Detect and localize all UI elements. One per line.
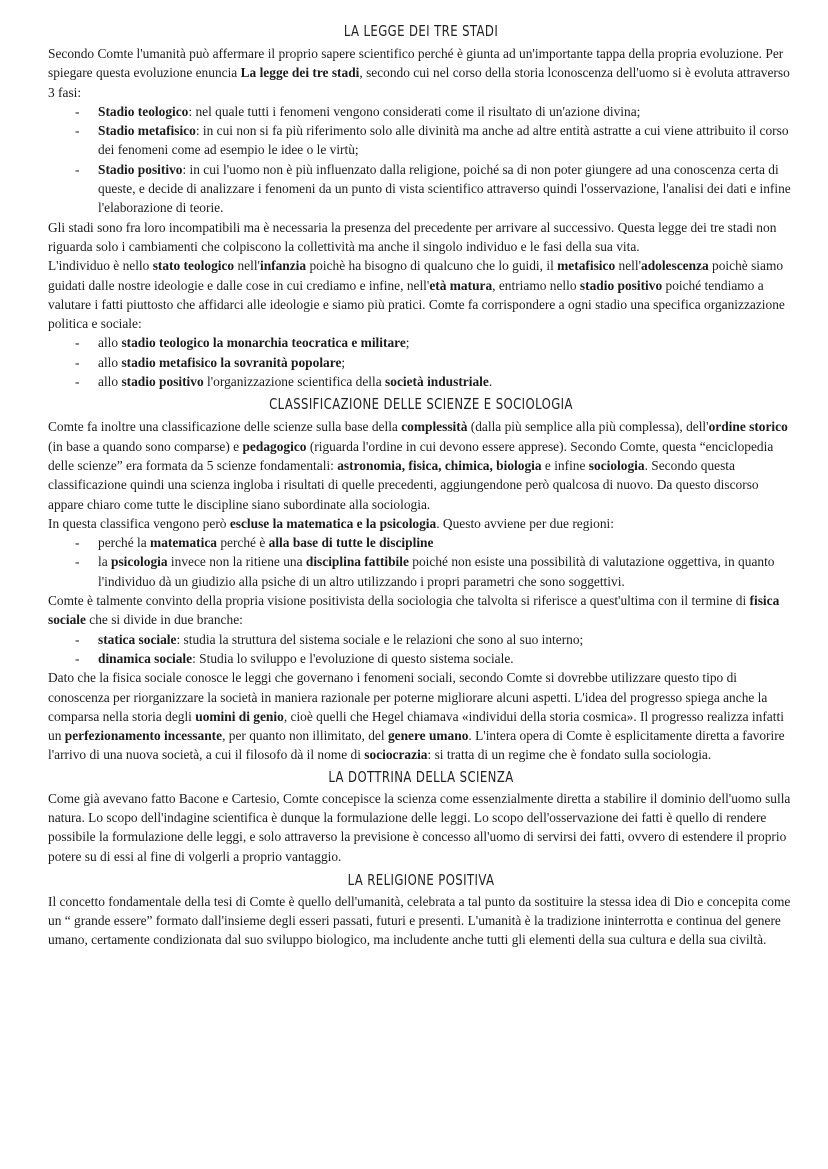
bold-text: sociologia xyxy=(588,457,645,473)
text-run: L'individuo è nello xyxy=(48,258,153,274)
text-run: Come già avevano fatto Bacone e Cartesio, Comte concepisce la scienza come essenzialmente diretta a stabilire il dominio dell'uomo sulla natura. Lo scopo dell'indagine scientifica è dunque la formulazione delle leggi. Lo scopo dell'osservazione dei fatti è quello di rendere possibile la formulazione delle leggi, e solo attraverso la previsione è concesso all'uomo di servirsi dei fatti, ovvero di estendere il proprio potere su di essi al fine di volgerli a proprio vantaggio. xyxy=(48,790,791,864)
text-run: : nel quale tutti i fenomeni vengono considerati come il risultato di un'azione divina; xyxy=(188,103,641,119)
text-run: allo xyxy=(98,335,122,351)
bold-text: escluse la matematica e la psicologia xyxy=(229,515,437,531)
paragraph xyxy=(48,591,794,630)
text-run: In questa classifica vengono però xyxy=(48,515,230,531)
text-run: : si tratta di un regime che è fondato sulla sociologia. xyxy=(427,747,712,763)
bold-text: pedagogico xyxy=(242,438,307,454)
text-run: Comte è talmente convinto della propria visione positivista della sociologia che talvolta si riferisce a quest'ultima con il termine di xyxy=(48,593,750,609)
fisica-sociale-list xyxy=(48,630,794,669)
text-run: Il concetto fondamentale della tesi di Comte è quello dell'umanità, celebrata a tal punto da sostituire la stessa idea di Dio e concepita come un “ grande essere” formato dall'insieme degli esseri passati, futuri e presenti. L'umanità è la tradizione ininterrotta e continua del genere umano, certamente condizionata dal suo sviluppo biologico, ma includente anche tutti gli elementi della sua cultura e della sua civiltà. xyxy=(48,893,791,948)
text-run: l'organizzazione scientifica della xyxy=(203,374,386,390)
bold-text: stato teologico xyxy=(152,258,235,274)
section-title-legge-tre-stadi: LA LEGGE DEI TRE STADI xyxy=(343,22,499,40)
escluse-list xyxy=(48,533,794,591)
text-run: (riguarda l'ordine in cui devono essere apprese). Secondo Comte, questa “enciclopedia delle scienze” era formata da 5 scienze fondamentali: xyxy=(48,438,774,473)
text-run: poichè siamo guidati dalle nostre ideologie e dalle cose in cui crediamo e infine, nell' xyxy=(48,258,784,293)
bold-text: genere umano xyxy=(387,728,469,744)
bold-text: adolescenza xyxy=(641,258,709,274)
paragraph xyxy=(48,256,794,333)
bold-text: matematica xyxy=(150,535,217,551)
list-item xyxy=(48,121,794,160)
text-run: allo xyxy=(98,354,122,370)
list-item xyxy=(48,533,794,552)
section-title-dottrina-scienza: LA DOTTRINA DELLA SCIENZA xyxy=(328,767,514,786)
list-item xyxy=(48,372,794,391)
bold-text: uomini di genio xyxy=(195,708,284,724)
text-run: , per quanto non illimitato, del xyxy=(222,728,388,744)
bold-text: alla base di tutte le discipline xyxy=(268,535,434,551)
text-run: , secondo cui nel corso della storia lconoscenza dell'uomo si è evoluta attraverso 3 fasi: xyxy=(48,65,790,100)
bold-text: statica sociale xyxy=(98,631,177,647)
text-run: (dalla più semplice alla più complessa), dell' xyxy=(467,419,709,435)
text-run: che si divide in due branche: xyxy=(85,612,243,628)
text-run: Gli stadi sono fra loro incompatibili ma è necessaria la presenza del precedente per arrivare al successivo. Questa legge dei tre stadi non riguarda solo i cambiamenti che colpiscono la collettività ma anche il singolo individuo e le fasi della sua vita. xyxy=(48,219,777,254)
text-run: Secondo Comte l'umanità può affermare il proprio sapere scientifico perché è giunta ad un'importante tappa della propria evoluzione. Per spiegare questa evoluzione enuncia xyxy=(48,46,784,81)
stadi-list xyxy=(48,102,794,218)
bold-text: ordine storico xyxy=(708,419,788,435)
paragraph xyxy=(48,514,794,533)
text-run: Dato che la fisica sociale conosce le leggi che governano i fenomeni sociali, secondo Comte si dovrebbe utilizzare questo tipo di conoscenza per riorganizzare la società in maniera razionale per poterne migliorare alcuni aspetti. L'idea del progresso spiega anche la comparsa nella storia degli xyxy=(48,670,768,724)
bold-text: età matura xyxy=(429,277,493,293)
text-run: . xyxy=(488,374,493,390)
text-run: poiché non esiste una possibilità di valutazione oggettiva, in quanto l'individuo dà un giudizio alla psiche di un altro utilizzando i propri parametri che sono soggettivi. xyxy=(98,554,775,589)
bold-text: infanzia xyxy=(259,258,307,274)
text-run: ; xyxy=(405,335,410,351)
paragraph xyxy=(48,218,794,257)
bold-text: stadio teologico la monarchia teocratica e militare xyxy=(121,335,406,351)
bold-text: stadio positivo xyxy=(579,277,663,293)
bold-text: psicologia xyxy=(111,554,168,570)
bold-text: perfezionamento incessante xyxy=(64,728,223,744)
bold-text: Stadio metafisico xyxy=(98,123,196,139)
bold-text: complessità xyxy=(401,419,468,435)
paragraph xyxy=(48,417,794,513)
text-run: nell' xyxy=(615,258,641,274)
bold-text: metafisico xyxy=(557,258,616,274)
text-run: : studia la struttura del sistema sociale e le relazioni che sono al suo interno; xyxy=(176,631,584,647)
text-run: . L'intera opera di Comte è esplicitamente diretta a favorire l'arrivo di una nuova società, a cui il filosofo dà il nome di xyxy=(48,728,785,763)
bold-text: disciplina fattibile xyxy=(305,554,409,570)
text-run: ; xyxy=(341,354,346,370)
list-item xyxy=(48,649,794,668)
bold-text: fisica sociale xyxy=(48,593,780,628)
bold-text: società industriale xyxy=(385,374,489,390)
text-run: perché la xyxy=(98,535,151,551)
text-run: . Questo avviene per due regioni: xyxy=(436,515,614,531)
text-run: , cioè quelli che Hegel chiamava «individui della storia cosmica». Il progresso realizza infatti un xyxy=(48,708,784,744)
list-item xyxy=(48,353,794,372)
text-run: (in base a quando sono comparse) e xyxy=(48,438,243,454)
list-item xyxy=(48,630,794,649)
list-item xyxy=(48,333,794,352)
text-run: : in cui l'uomo non è più influenzato dalla religione, poiché sa di non poter giungere ad una conoscenza certa di queste, e decide di analizzare i fenomeni da un punto di vista scientifico attraverso quindi l'osservazione, l'analisi dei dati e infine l'elaborazione di teorie. xyxy=(98,161,791,216)
bold-text: sociocrazia xyxy=(364,747,428,763)
text-run: : in cui non si fa più riferimento solo alle divinità ma anche ad altre entità astratte a cui viene attribuito il corso dei fenomeni come ad esempio le idee o le virtù; xyxy=(98,123,789,158)
text-run: poiché tendiamo a valutare i fatti piuttosto che affidarci alle ideologie e siamo più pratici. Comte fa corrispondere a ogni stadio una specifica organizzazione politica e sociale: xyxy=(48,277,785,332)
paragraph xyxy=(48,892,794,950)
text-run: . Secondo questa classificazione quindi una scienza ingloba i risultati di quelle precedenti, aggiungendone però qualcosa di nuovo. Da questo discorso appare chiaro come tutte le discipline siano subordinate alla sociologia. xyxy=(48,457,759,512)
section-title-classificazione-scienze: CLASSIFICAZIONE DELLE SCIENZE E SOCIOLOGIA xyxy=(269,395,573,414)
text-run: allo xyxy=(98,374,122,390)
paragraph xyxy=(48,44,794,102)
text-run: poichè ha bisogno di qualcuno che lo guidi, il xyxy=(306,258,558,274)
text-run: la xyxy=(98,554,112,570)
list-item xyxy=(48,102,794,121)
text-run: perché è xyxy=(216,535,269,551)
bold-text: La legge dei tre stadi xyxy=(240,65,360,81)
text-run: Comte fa inoltre una classificazione delle scienze sulla base della xyxy=(48,419,402,435)
list-item xyxy=(48,552,794,591)
bold-text: Stadio positivo xyxy=(98,161,183,177)
paragraph xyxy=(48,668,794,764)
bold-text: dinamica sociale xyxy=(98,650,193,666)
bold-text: Stadio teologico xyxy=(98,103,189,119)
text-run: e infine xyxy=(541,457,589,473)
text-run: nell' xyxy=(234,258,260,274)
bold-text: stadio positivo xyxy=(121,374,204,390)
text-run: invece non la ritiene una xyxy=(167,554,306,570)
list-item xyxy=(48,160,794,218)
section-title-religione-positiva: LA RELIGIONE POSITIVA xyxy=(347,870,495,889)
bold-text: stadio metafisico la sovranità popolare xyxy=(121,354,342,370)
text-run: , entriamo nello xyxy=(492,277,580,293)
text-run: : Studia lo sviluppo e l'evoluzione di questo sistema sociale. xyxy=(192,650,514,666)
organizzazione-list xyxy=(48,333,794,391)
bold-text: astronomia, fisica, chimica, biologia xyxy=(337,457,542,473)
paragraph xyxy=(48,789,794,866)
